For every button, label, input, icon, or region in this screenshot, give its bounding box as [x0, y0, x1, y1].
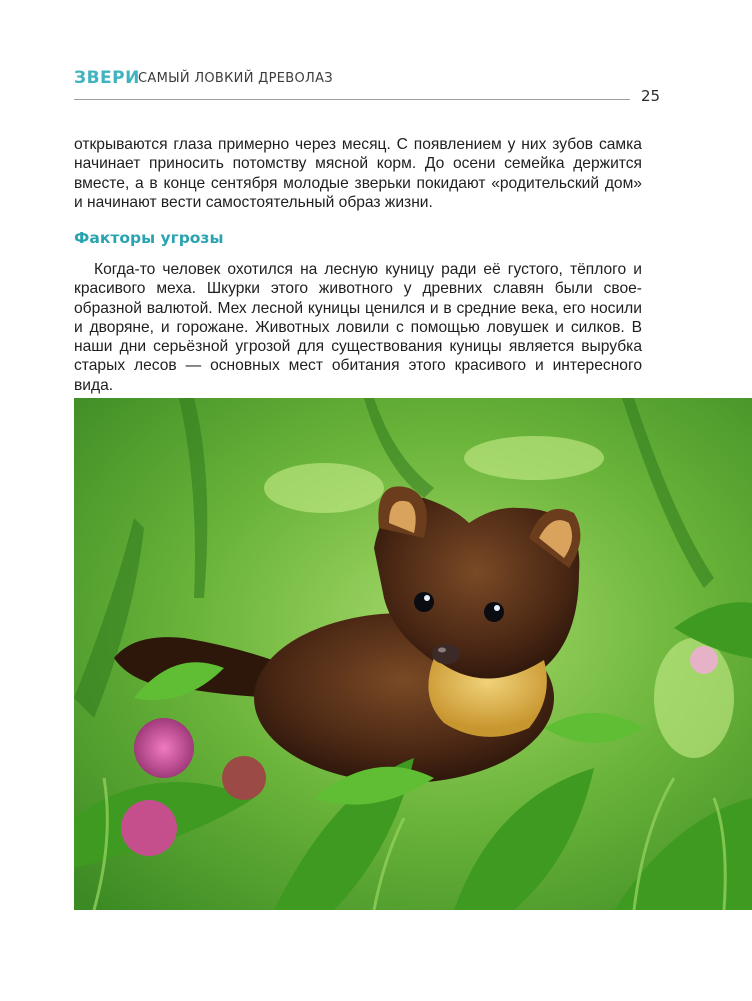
paragraph-2: Когда-то человек охотился на лесную куницу ради её густого, тёплого и красивого меха. Шкурки этого животного у древних славян были своеобразной валютой. Мех лесной куницы ценился и в средние века, его носили и дворяне, и горожане. Животных ловили с помощью ловушек и силков. В наши дни серьёзной угрозой для существования куницы является вырубка старых лесов — основных мест обитания этого красивого и интересного вида. [74, 261, 642, 394]
pine-marten-photo [74, 398, 752, 910]
page-number: 25 [641, 87, 661, 105]
chapter-subtitle: САМЫЙ ЛОВКИЙ ДРЕВОЛАЗ [138, 71, 333, 86]
header-rule [74, 99, 630, 100]
running-header [74, 68, 630, 100]
section-heading: Факторы угрозы [74, 229, 224, 247]
paragraph-1: открываются глаза примерно через месяц. С появлением у них зубов самка начинает приносить потомству мясной корм. До осени семейка держится вместе, а в конце сентября молодые зверьки покидают «родительский дом» и начинают вести самостоятельный образ жизни. [74, 136, 642, 211]
section-title: ЗВЕРИ [74, 68, 140, 88]
